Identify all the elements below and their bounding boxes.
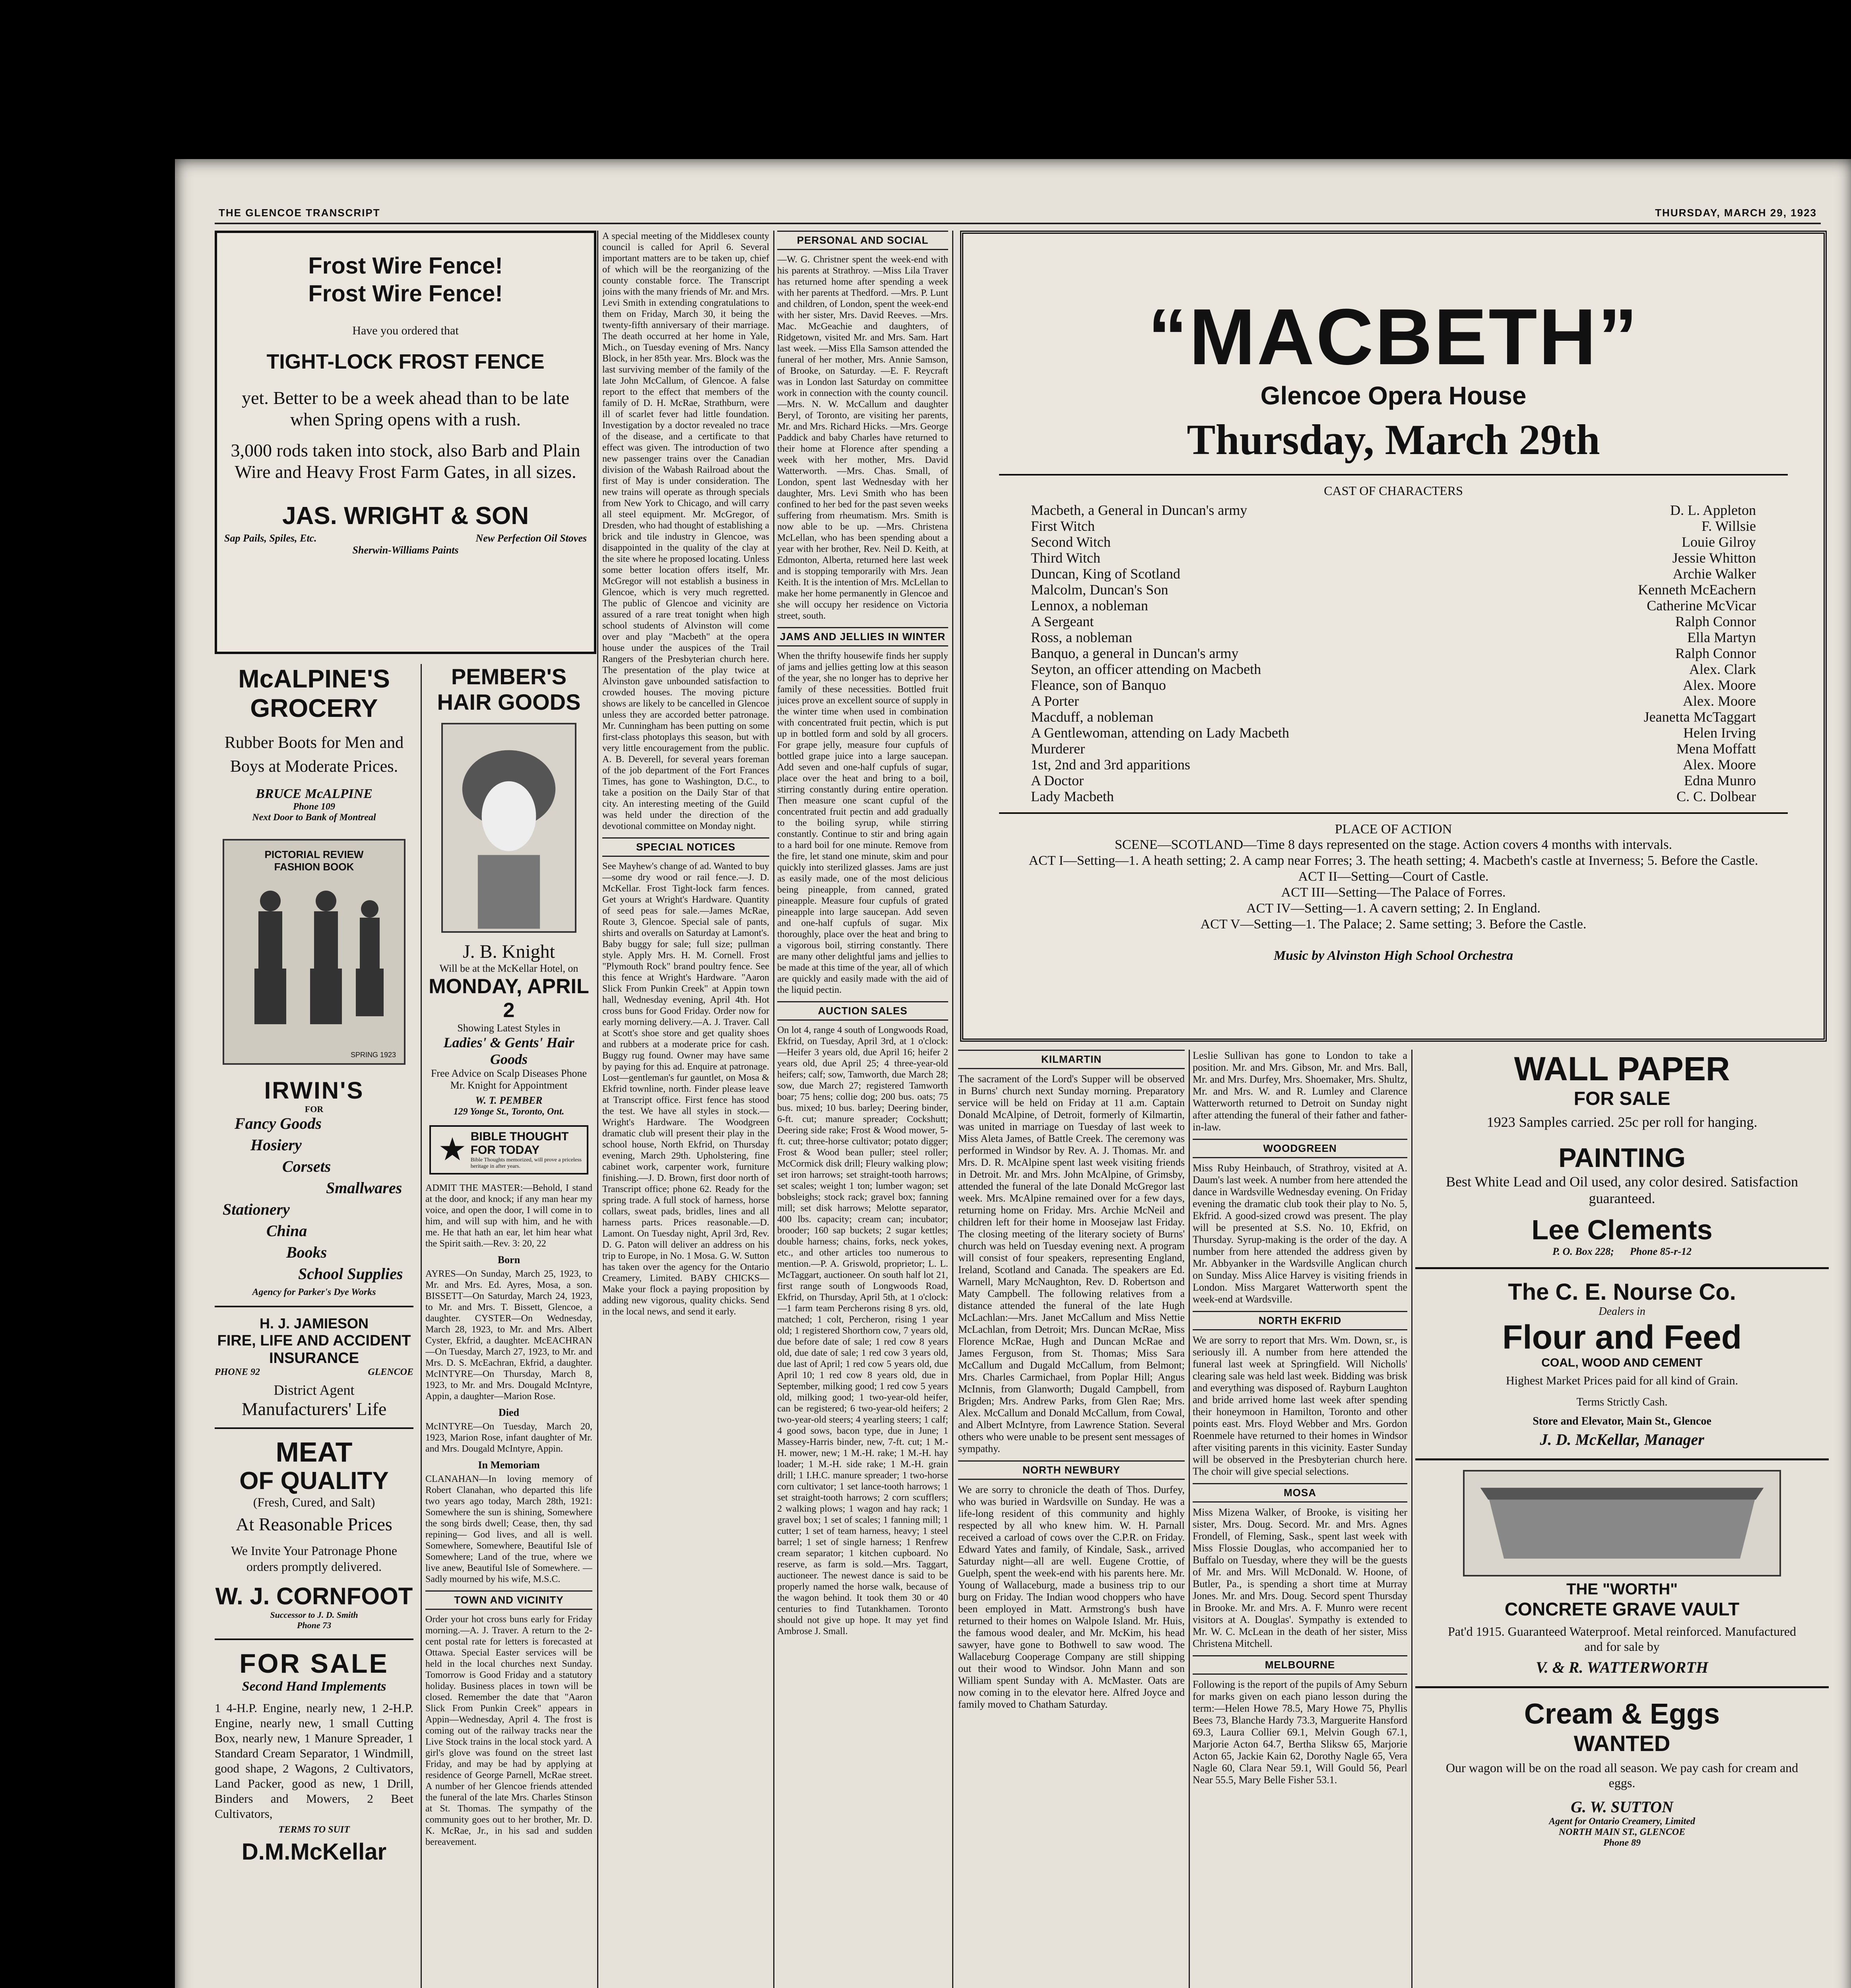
pictorial-label-2: FASHION BOOK [274,861,354,873]
column-3-text: A special meeting of the Middlesex county council is called for April 6. Several important matters are to be taken up, chief of which will be the reorganizing of the county constable force. The Transcript joins with the many friends of Mr. and Mrs. Levi Smith in extending congratulations to them on Friday, March 30, it being the twenty-fifth anniversary of their marriage. The death occurred at her home in Yale, Mich., on Tuesday evening of Mrs. Nancy Block, in her 85th year. Mrs. Block was the last surviving member of the family of the late John McCallum, of Glencoe. A false report to the effect that members of the family of D. H. McRae, Strathburn, were ill of scarlet fever had little foundation. Investigation by a doctor revealed no trace of the disease, and a certificate to that effect was given. The introduction of two new passenger trains over the Canadian division of the Wabash Railroad about the first of May is under consideration. The new trains will operate as through specials from New York to Chicago, and will carry all steel equipment. Mr. McGregor, of Dresden, who had thought of establishing a brick and tile industry in Glencoe, was disappointed in the quality of the clay at the site where he proposed locating. Unless some better location offers itself, Mr. McGregor will not establish a business in Glencoe, which is very much regretted. The public of Glencoe and vicinity are assured of a rare treat tonight when high school students of Alvinston will come over and play "Macbeth" at the opera house under the auspices of the Trail Rangers of the Presbyterian church here. The presentation of the play twice at Alvinston gave unbounded satisfaction to crowded houses. The moving picture shows are likely to be cancelled in Glencoe unless they are accorded better patronage. Mr. Cunningham has been putting on some first-class photoplays this season, but with very little encouragement from the public. A. B. Deverell, for several years foreman of the job department of the Fort Frances Times, has gone to Washington, D.C., to take a position on the Daily Star of that city. An interesting meeting of the Guild was held under the direction of the devotional committee on Monday night. [602,231,769,831]
act-2: ACT II—Setting—Court of Castle. [1298,869,1489,884]
irwin-item: Stationery [223,1200,290,1218]
woodgreen-head: WOODGREEN [1193,1139,1407,1158]
meat-title-2: OF QUALITY [239,1467,389,1495]
macbeth-venue: Glencoe Opera House [1260,381,1527,410]
masthead-rule [215,223,1821,224]
cast-row: A Gentlewoman, attending on Lady Macbeth Helen Irving [1031,725,1756,741]
cast-row: Second Witch Louie Gilroy [1031,534,1756,550]
cast-row: First Witch F. Willsie [1031,518,1756,534]
cast-row: Lady Macbeth C. C. Dolbear [1031,788,1756,804]
newspaper-page [175,159,1851,1988]
personal-text: —W. G. Christner spent the week-end with his parents at Strathroy. —Miss Lila Traver has returned home after spending a week with her parents at Thedford. —Mrs. P. Lunt and children, of London, spent the week-end with her sister, Mrs. David Reeves. —Mrs. Mac. McGeachie and daughters, of Ridgetown, visited Mr. and Mrs. Sam. Hart last week. —Miss Ella Samson attended the funeral of her mother, Mrs. Annie Samson, of Brooke, on Saturday. —E. F. Reycraft was in London last Saturday on committee work in connection with the county council. —Mrs. N. W. McCallum and daughter Beryl, of Toronto, are visiting her parents, Mr. and Mrs. Richard Hicks. —Mrs. George Paddick and baby Charles have returned to their home at Florence after spending a week with her mother, Mrs. David Watterworth. —Mrs. Chas. Small, of London, spent last Wednesday with her daughter, Mrs. Levi Smith who has been confined to her bed for the past seven weeks suffering from rheumatism. Mrs. Smith is now able to be up. —Mrs. Christena McLellan, who has been spending about a year with her brother, Rev. Neil D. Keith, at Edmonton, Alberta, returned here last week and is stopping temporarily with Mrs. Jean Keith. It is the intention of Mrs. McLellan to make her home permanently in Glencoe and she will occupy her residence on Victoria street, south. [777,254,948,621]
vault-firm: V. & R. WATTERWORTH [1536,1658,1708,1676]
jamieson-company: Manufacturers' Life [241,1399,387,1419]
cast-row: Seyton, an officer attending on Macbeth Alex. Clark [1031,661,1756,677]
column-2 [425,664,592,1988]
column-7-ads [1415,1050,1829,1988]
bible-thought-box [429,1125,588,1175]
irwin-title: IRWIN'S [264,1077,364,1104]
wallpaper-forsale: FOR SALE [1574,1088,1671,1109]
forsale-firm: D.M.McKellar [241,1839,387,1865]
wallpaper-title: WALL PAPER [1514,1050,1730,1087]
nourse-sub: COAL, WOOD AND CEMENT [1541,1356,1703,1369]
forsale-terms: TERMS TO SUIT [278,1825,350,1835]
cream-body: Our wagon will be on the road all season. We pay cash for cream and eggs. [1445,1761,1799,1790]
pember-advice: Free Advice on Scalp Diseases Phone Mr. Knight for Appointment [431,1068,587,1091]
mosa-head: MOSA [1193,1483,1407,1503]
pictorial-label-3: SPRING 1923 [350,1051,396,1059]
jamieson-phone: PHONE 92 [215,1367,260,1377]
painting-title: PAINTING [1558,1143,1686,1173]
bible-small: Bible Thoughts memorized, will prove a priceless heritage in after years. [470,1157,582,1169]
mosa-text: Miss Mizena Walker, of Brooke, is visiting her sister, Mrs. Doug. Secord. Mr. and Mrs. Agnes Frondell, of Fleming, Sask., spent last week with Miss Flossie Douglas, who accompanied her to Buffalo on Tuesday, where they will be the guests of Mr. and Mrs. Will McDonald. W. Hoone, of Butler, Pa., is spending a short time at Murray Jones. Mr. and Mrs. Doug. Secord spent Thursday in Brooke. Mr. and Mrs. A. F. Munro were recent visitors at A. Douglas'. Sympathy is extended to Mr. W. C. McLean in the death of her sister, Miss Christena Mitchell. [1193,1507,1407,1649]
born-head: Born [497,1254,520,1266]
irwin-item: School Supplies [298,1265,403,1283]
town-text: Order your hot cross buns early for Friday morning.—A. J. Traver. A return to the 2-cent postal rate for letters is forecasted at Ottawa. Special Easter services will be held in the local churches next Sunday. Tomorrow is Good Friday and a statutory holiday. Business places in town will be closed. Remember the date that "Aaron Slick From Punkin Creek" appears in Appin—Wednesday, April 4. The frost is coming out of the railway tracks near the Live Stock trains in the local stock yard. A girl's glove was found on the street last Friday, and may be had by applying at residence of George Parnell, McRae street. A number of her Glencoe friends attended the funeral of the late Mrs. Charles Stinson at St. Thomas. The sympathy of the community goes out to her brother, Mr. D. K. McRae, Jr., in his sad and sudden bereavement. [425,1614,592,1847]
frost-body-1: yet. Better to be a week ahead than to be late when Spring opens with a rush. [242,388,569,429]
act-3: ACT III—Setting—The Palace of Forres. [1281,885,1506,900]
kilmartin-head: KILMARTIN [958,1050,1185,1069]
cast-row: Duncan, King of Scotland Archie Walker [1031,566,1756,582]
portrait-illustration [443,724,575,931]
irwin-item: Books [286,1243,327,1261]
irwin-item: Fancy Goods [235,1114,322,1132]
pember-date: MONDAY, APRIL 2 [429,975,589,1022]
pember-show: Showing Latest Styles in [457,1022,561,1034]
forsale-title: FOR SALE [239,1648,389,1679]
lee-phone: Phone 85-r-12 [1630,1246,1692,1257]
column-4 [777,231,948,1988]
notices-head: SPECIAL NOTICES [602,837,769,857]
cast-list [983,498,1804,804]
meat-firm: W. J. CORNFOOT [215,1583,413,1609]
macbeth-ad [960,231,1827,1042]
died-head: Died [499,1407,519,1418]
woodgreen-text: Miss Ruby Heinbauch, of Strathroy, visited at A. Daum's last week. A number from here attended the dance in Wardsville Wednesday evening. On Friday evening the dramatic club took their play to No. 5, Ekfrid. A good-sized crowd was present. The play will be presented at S.S. No. 10, Ekfrid, on Thursday. Syrup-making is the order of the day. A number from here attended the address given by Mr. Abbyanker in the Wardsville Anglican church on Sunday. Miss Alice Harvey is visiting friends in London. Miss Margaret Watterworth spent the week-end at Wardsville. [1193,1162,1407,1305]
cast-row: Lennox, a nobleman Catherine McVicar [1031,598,1756,613]
irwin-agency: Agency for Parker's Dye Works [252,1287,376,1297]
column-rule [1189,1050,1190,1988]
nourse-terms: Terms Strictly Cash. [1576,1396,1668,1408]
melbourne-head: MELBOURNE [1193,1655,1407,1675]
vault-illustration [1465,1472,1779,1575]
pember-firm: W. T. PEMBER [475,1095,543,1106]
frost-bottom-sub: Sherwin-Williams Paints [352,544,459,556]
pember-name: J. B. Knight [462,941,555,962]
cream-title: Cream & Eggs [1524,1698,1720,1730]
northekfrid-text: We are sorry to report that Mrs. Wm. Down, sr., is seriously ill. A number from here attended the funeral last week at Springfield. Will Nicholls' clearing sale was held last week. Bidding was brisk and everything was disposed of. Rayburn Laughton and bride arrived home last week after spending their honeymoon in Hamilton, Toronto and other points east. Mrs. Floyd Webber and Mrs. Gordon Roenmele have returned to their homes in Windsor after visiting parents in this vicinity. Easter Sunday will be observed in the Presbyterian church here. The choir will give special selections. [1193,1334,1407,1477]
jams-text: When the thrifty housewife finds her supply of jams and jellies getting low at this season of the year, she no longer has to deprive her family of these necessities. Bottled fruit juices prove an excellent source of supply in the winter time when used in combination with concentrated fruit pectin, which is put up in bottled form and sold by all grocers. For grape jelly, measure four cupfuls of bottled grape juice into a large saucepan. Add seven and one-half cupfuls of sugar, place over the heat and bring to a boil, stirring constantly during entire operation. Then measure one scant cupful of the concentrated fruit pectin and add gradually to the boiling syrup, while stirring constantly. Continue to stir and bring again to a hard boil for one minute. Remove from the fire, let stand one minute, skim and pour quickly into sterilized glasses. Jams are just as easily made, one of the most delicious being pineapple, from canned, grated pineapple. Measure four cupfuls of grated pineapple into large saucepan. Add seven and one-half cupfuls of sugar. Mix thoroughly, place over the heat and bring to a vigorous boil, stirring constantly. There are many other delightful jams and jellies to be made at this time of the year, all of which are quickly and easily made with the aid of the liquid pectin. [777,651,948,995]
meat-successor: Successor to J. D. Smith [270,1610,358,1620]
mcalpine-name: BRUCE McALPINE [256,786,373,801]
town-head: TOWN AND VICINITY [425,1590,592,1610]
irwin-for: FOR [305,1104,324,1114]
column-rule [597,231,598,1988]
macbeth-music: Music by Alvinston High School Orchestra [1273,948,1513,963]
painting-body: Best White Lead and Oil used, any color desired. Satisfaction guaranteed. [1445,1174,1799,1206]
column-6 [1193,1050,1407,1988]
mcalpine-address: Next Door to Bank of Montreal [252,812,376,823]
cast-head: CAST OF CHARACTERS [1324,483,1463,498]
cream-phone: Phone 89 [1603,1838,1641,1848]
col6-intro: Leslie Sullivan has gone to London to take a position. Mr. and Mrs. Gibson, Mr. and Mrs. Ball, Mr. and Mrs. Durfey, Mrs. Shoemaker, Mrs. Shultz, Mr. and Mrs. W. and R. Lumley and Clarence Watterworth returned to Detroit on Sunday night after attending the funeral of their father and father-in-law. [1193,1050,1407,1133]
jamieson-town: GLENCOE [368,1367,413,1377]
mcalpine-phone: Phone 109 [293,802,335,812]
masthead-left: THE GLENCOE TRANSCRIPT [219,207,380,219]
nourse-market: Highest Market Prices paid for all kind of Grain. [1506,1374,1738,1387]
jams-head: JAMS AND JELLIES IN WINTER [777,627,948,646]
cast-row: Fleance, son of Banquo Alex. Moore [1031,677,1756,693]
lee-box: P. O. Box 228; [1552,1246,1614,1257]
nourse-store: Store and Elevator, Main St., Glencoe [1533,1415,1711,1427]
meat-invite: We Invite Your Patronage Phone orders promptly delivered. [231,1543,397,1574]
cast-row: Banquo, a general in Duncan's army Ralph Connor [1031,645,1756,661]
fashion-figures-illustration [224,873,404,1048]
act-1: ACT I—Setting—1. A heath setting; 2. A camp near Forres; 3. The heath setting; 4. Macbeth's castle at Inverness; 5. Before the Castle. [1028,853,1758,868]
bible-title-1: BIBLE THOUGHT [470,1130,569,1143]
irwin-item: China [266,1222,307,1240]
pember-title-2: HAIR GOODS [437,689,581,714]
jamieson-line: FIRE, LIFE AND ACCIDENT INSURANCE [217,1332,411,1367]
personal-head: PERSONAL AND SOCIAL [777,231,948,250]
mcalpine-title-2: GROCERY [250,694,378,722]
column-rule [421,664,422,1988]
masthead-right: THURSDAY, MARCH 29, 1923 [1655,207,1817,219]
jamieson-agent: District Agent [274,1382,355,1398]
frost-firm: JAS. WRIGHT & SON [282,502,529,530]
forsale-sub: Second Hand Implements [242,1679,386,1694]
melbourne-text: Following is the report of the pupils of Amy Seburn for marks given on each piano lesson during the term:—Helen Howe 78.5, Mary Howe 75, Phyllis Bees 73, Blanche Hardy 73.3, Marguerite Hansford 69.3, Laura Collier 69.1, Melvin Gough 67.1, Marjorie Acton 64.7, Bertha Sliksw 65, Marjorie Acton 65, Jackie Kain 62, Dorothy Nagle 65, Vera Nagle 60, Clara Near 59.1, Will Gould 56, Pearl Near 55.5, Mary Belle Fisher 53.1. [1193,1679,1407,1786]
cast-row: Ross, a nobleman Ella Martyn [1031,629,1756,645]
vault-head-1: THE "WORTH" [1566,1580,1678,1598]
died-text: McINTYRE—On Tuesday, March 20, 1923, Marion Rose, infant daughter of Mr. and Mrs. Dougald McIntyre, Appin. [425,1421,592,1454]
cast-row: Macduff, a nobleman Jeanetta McTaggart [1031,709,1756,725]
meat-title-1: MEAT [276,1437,353,1468]
meat-sub: (Fresh, Cured, and Salt) [253,1495,375,1509]
frost-body-2: 3,000 rods taken into stock, also Barb and Plain Wire and Heavy Frost Farm Gates, in all sizes. [231,440,580,482]
cast-row: A Porter Alex. Moore [1031,693,1756,709]
column-5 [958,1050,1185,1988]
jamieson-name: H. J. JAMIESON [259,1315,369,1332]
frost-line-2: Frost Wire Fence! [308,281,503,307]
notices-text: See Mayhew's change of ad. Wanted to buy—some dry wood or rail fence.—J. D. McKellar. Frost Tight-lock farm fences. Get yours at Wright's Hardware. Quantity of seed peas for sale.—James McRae, Route 3, Glencoe. Special sale of pants, shirts and overalls on Saturday at Lamont's. Baby buggy for sale; full size; pullman style. Apply Mrs. H. M. Cornell. Frost "Plymouth Rock" brand poultry fence. See this fence at Wright's Hardware. "Aaron Slick From Punkin Creek" at Appin town hall, Wednesday evening, April 4th. Hot cross buns for Good Friday. Order now for early morning delivery.—A. J. Traver. Call at Scott's shoe store and get quality shoes and rubbers at a moderate price for cash. Buggy rug found. Owner may have same by paying for this ad. Enquire at patronage. Lost—gentleman's fur gauntlet, on Mosa & Ekfrid townline, north. Finder please leave at Transcript office. First fence has stood the test. We have all styles in stock.—Wright's Hardware. The Woodgreen dramatic club will present their play in the school house, North Ekfrid, on Thursday evening, March 29th. Upholstering, fine cabinet work, carpenter work, furniture finishing.—J. D. Brown, first door north of Transcript office; phone 62. Ready for the spring trade. A full stock of harness, horse collars, sweat pads, bridles, lines and all harness parts. Prices reasonable.—D. Lamont. On Tuesday night, April 3rd, Rev. D. G. Paton will deliver an address on his trip to Europe, in No. 1 Mosa. G. W. Sutton has taken over the agency for the Ontario Creamery, Limited. BABY CHICKS—Make your flock a paying proposition by adding new vigorous, quality chicks. Send in the local news, and send it early. [602,861,769,1317]
cream-address: NORTH MAIN ST., GLENCOE [1558,1827,1686,1837]
frost-left-sub: Sap Pails, Spiles, Etc. [224,532,317,544]
cast-row: Macbeth, a General in Duncan's army D. L. Appleton [1031,502,1756,518]
column-1-ads [215,664,413,1988]
cream-firm: G. W. SUTTON [1571,1798,1673,1816]
macbeth-date: Thursday, March 29th [1187,416,1600,464]
pictorial-label-1: PICTORIAL REVIEW [264,848,364,860]
auction-text: On lot 4, range 4 south of Longwoods Road, Ekfrid, on Tuesday, April 3rd, at 1 o'clock:—Heifer 3 years old, due April 16; heifer 2 years old, due April 25; 4 three-year-old heifers; calf; sow, Tamworth, due March 28; sow, due March 27; registered Tamworth boar; 75 hens; collie dog; 200 bus. oats; 75 bus. mixed; 10 bus. barley; Deering binder, 6-ft. cut; manure spreader; Cockshutt; Deering side rake; Frost & Wood mower, 5-ft. cut; three-horse cultivator; potato digger; Frost & Wood bean puller; steel roller; McCormick disk drill; Fleury walking plow; set iron harrows; set straight-tooth harrows; set scales; weight 1 ton; lumber wagon; set bobsleighs; stock rack; gravel box; fanning mill; set disk harrows; Melotte separator, 400 lbs. capacity; cream can; incubator; brooder; 160 sap buckets; 2 sugar kettles; double harness; chains, forks, neck yokes, etc., and other articles too numerous to mention.—P. A. Griswold, proprietor; L. L. McTaggart, auctioneer. On south half lot 21, first range south of Longwoods Road, Ekfrid, on Thursday, April 5th, at 1 o'clock:—1 farm team Percherons rising 8 yrs. old, matched; 1 colt, Percheron, rising 1 year old; 1 registered Shorthorn cow, 7 years old, due before date of sale; 1 red cow 8 years old, due date of sale; 1 red cow 3 years old, due last of April; 1 red cow 5 years old, due April 10; 1 red cow 8 years old, due in September, milking good; 1 red cow 5 years old, milking good; 1 two-year-old heifer, can be registered; 6 two-year-old heifers; 2 two-year-old steers; 4 yearling steers; 1 calf; 4 good sows, bacon type, due in June; 1 Massey-Harris binder, new, 7-ft. cut; 1 M.-H. mower, new; 1 M.-H. rake; 1 M.-H. hay loader; 1 M.-H. side rake; 1 M.-H. grain drill; 1 I.H.C. manure spreader; 1 two-horse corn cultivator; 1 set lance-tooth harrows; 1 set straight-tooth harrows; 2 corn scufflers; 2 walking plows; 1 wagon and hay rack; 1 gravel box; 1 set of scales; 1 fanning mill; 1 cutter; 1 set of team harness, heavy; 1 steel barrel; 1 set of single harness; 1 Renfrew cream separator; 1 kitchen cupboard. No reserve, as farm is sold.—Mrs. Taggart, auctioneer. The newest dance is said to be properly named the horse walk, because of the wagon behind. It took them 30 or 40 centuries to find Tutankhamen. Toronto should not give up hope. It may yet find Ambrose J. Small. [777,1025,948,1637]
irwin-item: Smallwares [326,1179,402,1197]
grave-vault-image [1463,1470,1781,1576]
frost-line-1: Frost Wire Fence! [308,253,503,279]
column-rule [952,231,953,1988]
pember-address: 129 Yonge St., Toronto, Ont. [453,1107,565,1117]
column-3 [602,231,769,1988]
cast-row: Murderer Mena Moffatt [1031,741,1756,757]
wallpaper-body: 1923 Samples carried. 25c per roll for hanging. [1486,1114,1758,1130]
meat-phone: Phone 73 [297,1620,332,1630]
nourse-title: Flour and Feed [1502,1318,1742,1356]
cast-row: 1st, 2nd and 3rd apparitions Alex. Moore [1031,757,1756,773]
vault-head-2: CONCRETE GRAVE VAULT [1504,1599,1740,1619]
nourse-manager: J. D. McKellar, Manager [1540,1431,1704,1448]
mcalpine-title-1: McALPINE'S [238,664,390,693]
act-5: ACT V—Setting—1. The Palace; 2. Same setting; 3. Before the Castle. [1200,917,1587,932]
lee-clements: Lee Clements [1531,1214,1713,1245]
act-4: ACT IV—Setting—1. A cavern setting; 2. In England. [1246,901,1541,916]
frost-fence-ad [215,231,596,654]
column-rule [1411,1050,1413,1988]
frost-product: TIGHT-LOCK FROST FENCE [266,350,545,373]
irwin-items [215,1114,413,1283]
kilmartin-text: The sacrament of the Lord's Supper will be observed in Burns' church next Sunday morning. Preparatory service will be held on Friday at 11 a.m. Captain Donald McAlpine, of Detroit, formerly of Kilmartin, was united in marriage on Tuesday of last week to Miss Aleta James, of Battle Creek. The ceremony was performed in Windsor by Rev. A. J. Thomas. Mr. and Mrs. D. R. McAlpine spent last week visiting friends in Detroit. Mr. and Mrs. John McAlpine, of Grimsby, attended the funeral of the late Donald McGregor last week. Mrs. McAlpine remained over for a few days, returning home on Friday. Mrs. Archie McNeil and children left for their home in Moosejaw last Friday. The closing meeting of the literary society of Burns' church was held on Tuesday evening next. A program will consist of four speakers, representing England, Ireland, Scotland and Canada. The speakers are Ed. Warnell, Mary McNaughton, Rev. D. Robertson and Maty Campbell. The following relatives from a distance attended the funeral of the late Hugh McLachlan:—Mrs. Janet McCallum and Miss Nettie McLachlan, from Detroit; Mrs. Duncan McRae, Miss Florence McRae, Hugh and Duncan McRae and James Ferguson, from St. Thomas; Miss Sara McCallum and Dugald McCallum, from Belmont; Mrs. Charles Carmichael, from Poplar Hill; Angus McInnis, from Glanworth; Dugald Campbell, from Brigden; Mrs. Andrew Parks, from Glen Rae; Mrs. Alex. McCallum and Donald McCallum, from Cowal, and Albert McIntyre, from Lawrence Station. Several others who were unable to be present sent messages of sympathy. [958,1073,1185,1454]
bible-text: ADMIT THE MASTER:—Behold, I stand at the door, and knock; if any man hear my voice, and open the door, I will come in to him, and will sup with him, and he with me. He that hath an ear, let him hear what the Spirit saith.—Rev. 3: 20, 22 [425,1183,592,1249]
pember-title-1: PEMBER'S [451,664,567,689]
cast-row: Third Witch Jessie Whitton [1031,550,1756,566]
column-rule [773,231,774,1988]
cast-row: A Doctor Edna Munro [1031,773,1756,788]
macbeth-title: “MACBETH” [1148,293,1639,381]
nourse-firm: The C. E. Nourse Co. [1508,1279,1736,1305]
pember-will: Will be at the McKellar Hotel, on [439,963,578,974]
northnewbury-head: NORTH NEWBURY [958,1460,1185,1480]
meat-price: At Reasonable Prices [236,1514,392,1534]
memoriam-head: In Memoriam [478,1459,540,1471]
cream-wanted: WANTED [1574,1731,1671,1756]
northnewbury-text: We are sorry to chronicle the death of Thos. Durfey, who was buried in Wardsville on Sunday. He was a life-long resident of this community and highly respected by all who knew him. W. H. Parnall received a carload of cows over the C.P.R. on Friday. Edward Yates and family, of Kindale, Sask., arrived Saturday night—all are well. Eugene Crottie, of Guelph, spent the week-end with his parents here. Mr. Young of Wallaceburg, made a business trip to our burg on Friday. The Indian wood choppers who have been employed in Matt. Armstrong's bush have returned to their homes on Walpole Island. Mr. Huis, the famous wood dealer, and Mr. McKim, his head sawyer, have gone to Bothwell to saw wood. The Wallaceburg Cooperage Company are still shipping out their wood to Windsor. John Mann and son William spent Sunday with A. McMaster. Oats are now coming in to the elevator here. Alfred Joyce and family moved to Chatham Saturday. [958,1484,1185,1710]
cream-agent: Agent for Ontario Creamery, Limited [1549,1816,1695,1827]
star-icon: ★ [438,1132,467,1167]
nourse-dealers: Dealers in [1599,1305,1645,1318]
mcalpine-body: Rubber Boots for Men and Boys at Moderate Prices. [224,734,404,776]
born-text: AYRES—On Sunday, March 25, 1923, to Mr. and Mrs. Ed. Ayres, Mosa, a son. BISSETT—On Saturday, March 24, 1923, to Mr. and Mrs. T. Bissett, Glencoe, a daughter. CYSTER—On Wednesday, March 28, 1923, to Mr. and Mrs. Albert Cyster, Ekfrid, a daughter. McEACHRAN—On Tuesday, March 27, 1923, to Mr. and Mrs. D. S. McEachran, Ekfrid, a daughter. McINTYRE—On Thursday, March 8, 1923, to Mr. and Mrs. Dougald McIntyre, Appin, a daughter—Marion Rose. [425,1269,592,1402]
pictorial-review-image [223,839,406,1065]
cast-row: Malcolm, Duncan's Son Kenneth McEachern [1031,582,1756,598]
cast-row: A Sergeant Ralph Connor [1031,613,1756,629]
vault-body: Pat'd 1915. Guaranteed Waterproof. Metal reinforced. Manufactured and for sale by [1447,1624,1797,1654]
forsale-body: 1 4-H.P. Engine, nearly new, 1 2-H.P. Engine, nearly new, 1 small Cutting Box, nearly new, 1 Manure Spreader, 1 Standard Cream Separator, 1 Windmill, good shape, 2 Wagons, 2 Cultivators, Land Packer, good as new, 1 Drill, Binders and Mowers, 2 Beet Cultivators, [215,1701,413,1821]
woman-portrait-image [441,723,576,933]
pember-goods: Ladies' & Gents' Hair Goods [443,1035,574,1067]
northekfrid-head: NORTH EKFRID [1193,1311,1407,1330]
scene-text: SCENE—SCOTLAND—Time 8 days represented on the stage. Action covers 4 months with intervals. [1114,837,1672,852]
place-head: PLACE OF ACTION [1335,822,1452,837]
auction-head: AUCTION SALES [777,1001,948,1021]
irwin-item: Corsets [282,1157,331,1175]
memoriam-text: CLANAHAN—In loving memory of Robert Clanahan, who departed this life two years ago today, March 28th, 1921: Somewhere the sun is shining, Somewhere the song birds dwell; Cease, then, thy sad repining— God lives, and all is well. Somewhere, Somewhere, Beautiful Isle of Somewhere; Land of the true, where we live anew, Beautiful Isle of Somewhere. —Sadly mourned by his wife, M.S.C. [425,1474,592,1584]
irwin-item: Hosiery [250,1136,302,1154]
frost-right-sub: New Perfection Oil Stoves [475,532,587,544]
frost-question: Have you ordered that [352,324,459,337]
bible-title-2: FOR TODAY [470,1143,540,1157]
